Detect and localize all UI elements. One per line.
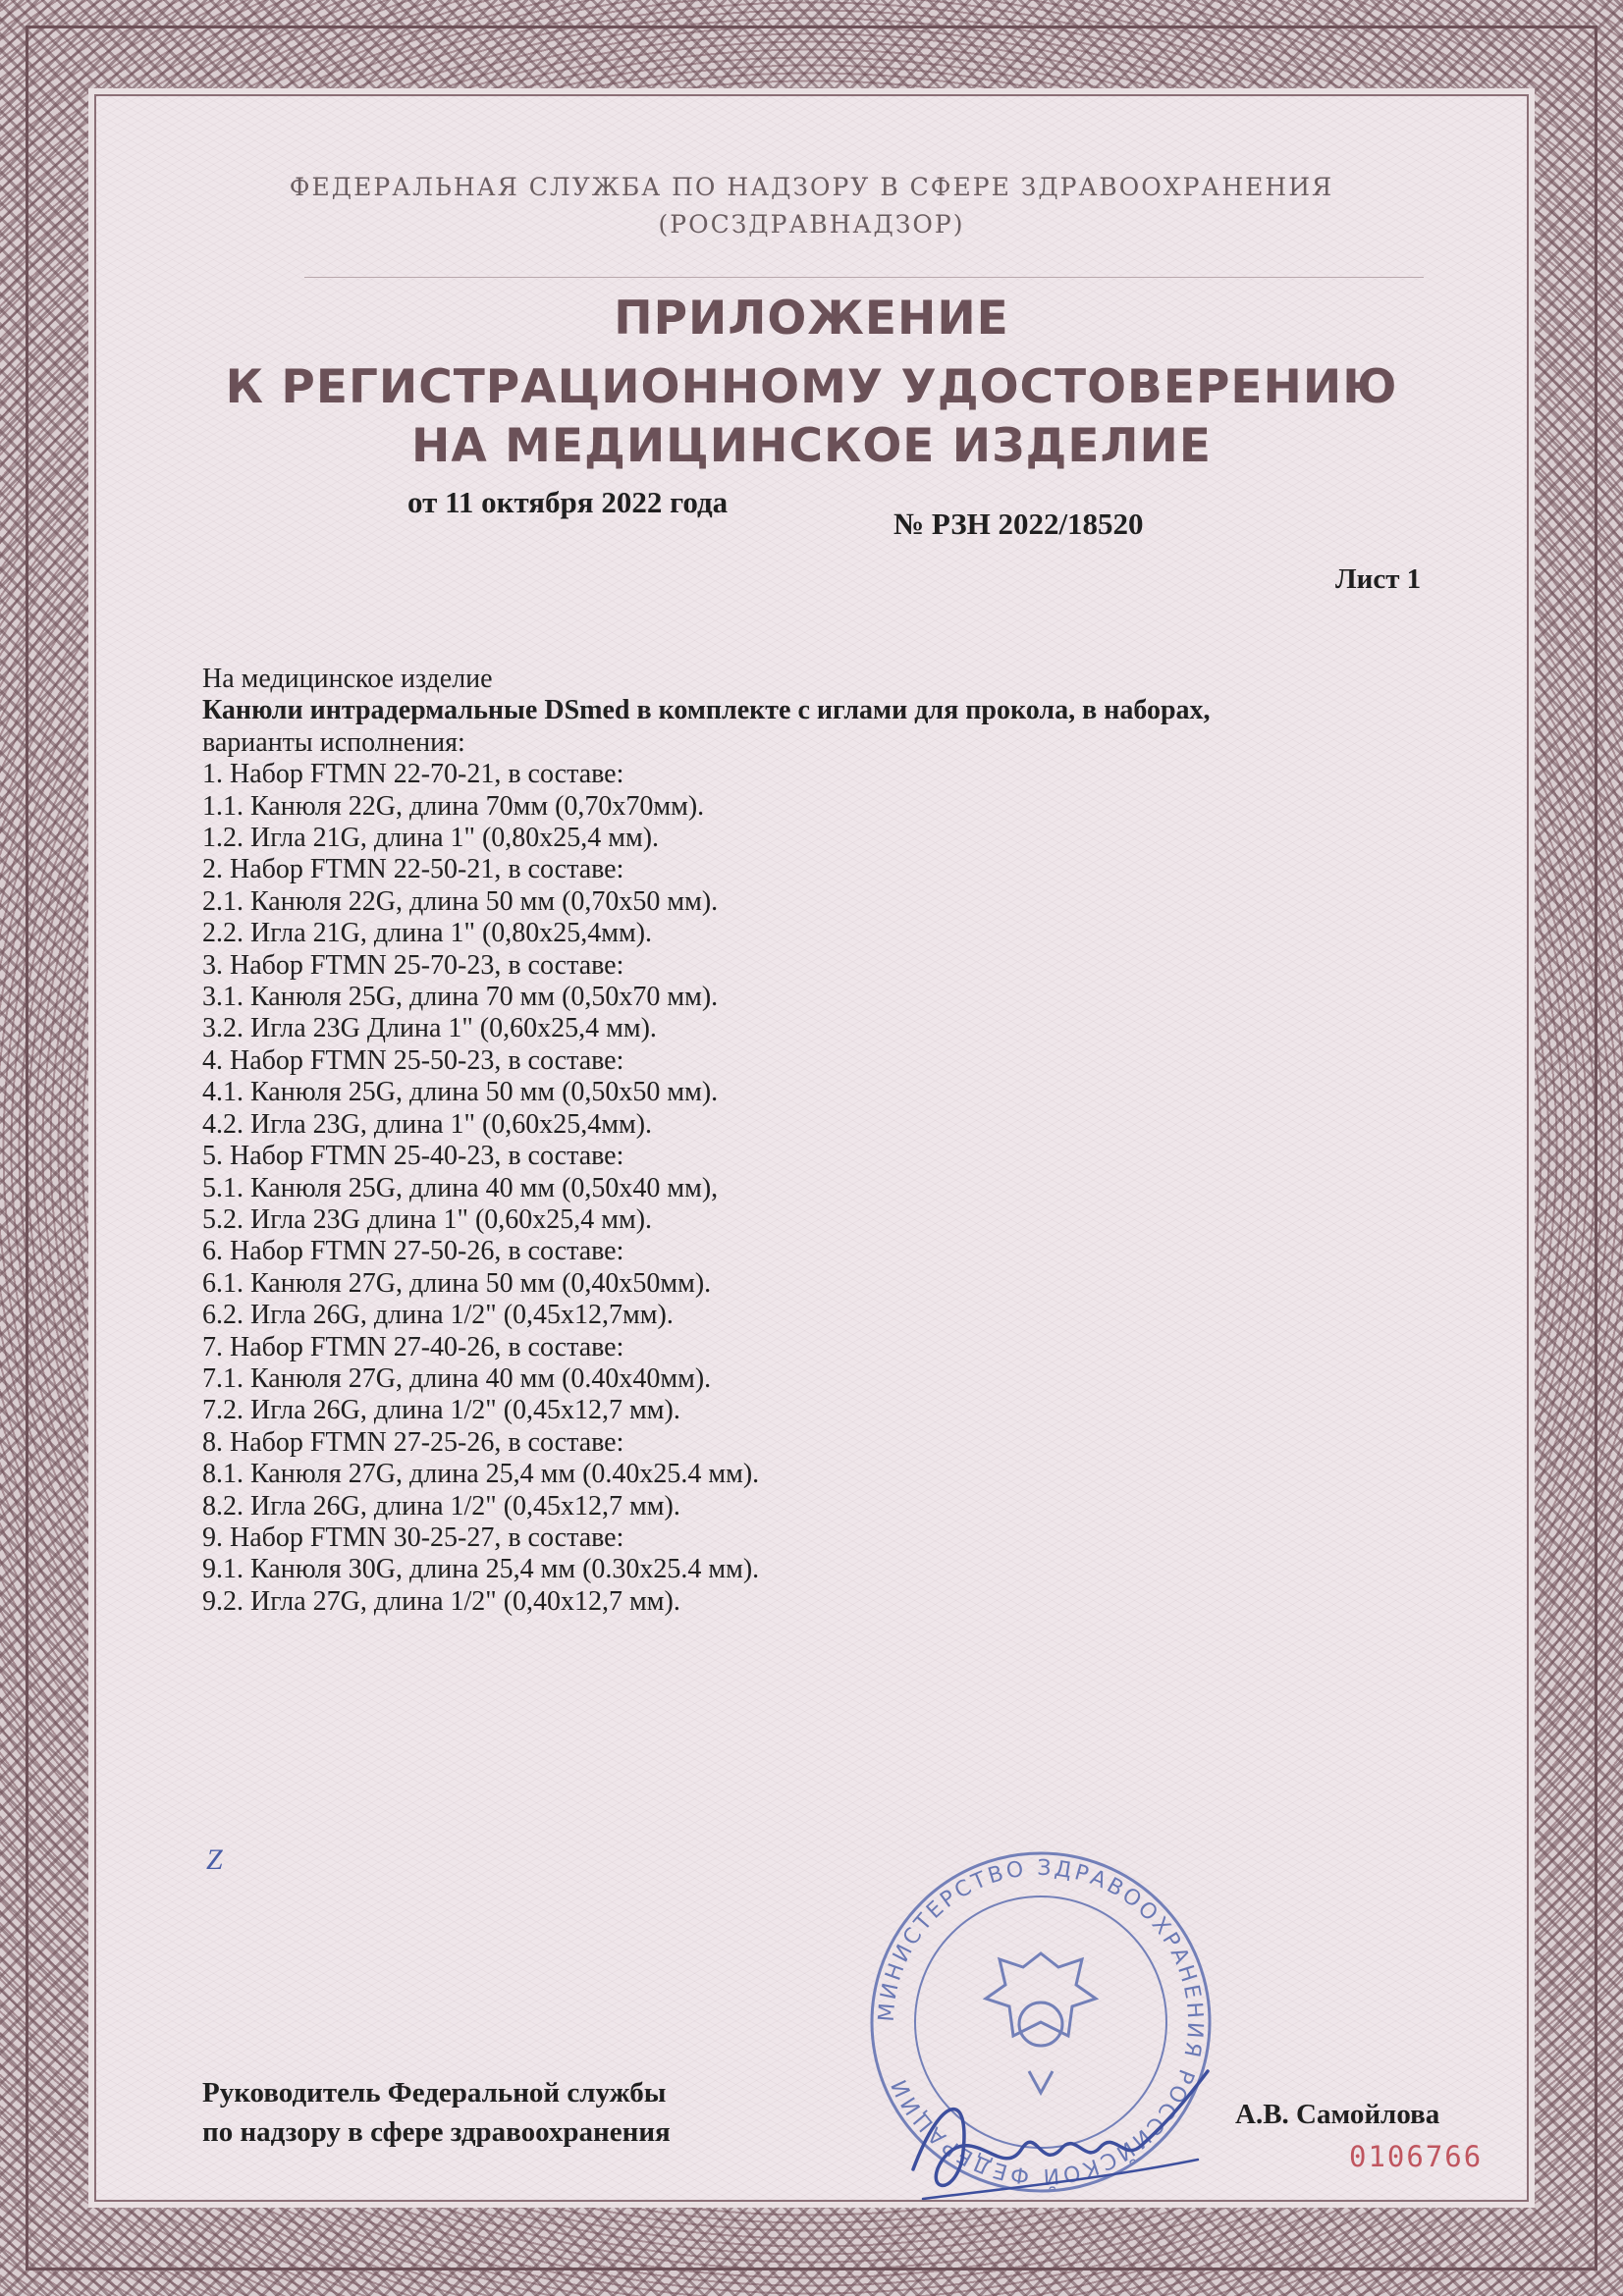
seal-text: МИНИСТЕРСТВО ЗДРАВООХРАНЕНИЯ РОССИЙСКОЙ ФЕДЕРАЦИИ — [874, 1855, 1208, 2189]
variant-line: 8.1. Канюля 27G, длина 25,4 мм (0.40x25.4 мм). — [202, 1459, 760, 1490]
variant-line: 4. Набор FTMN 25-50-23, в составе: — [202, 1044, 624, 1076]
signature — [884, 2052, 1217, 2209]
registration-number: № РЗН 2022/18520 — [893, 507, 1144, 541]
intro-text: На медицинское изделие — [202, 664, 493, 694]
document-title-line1: ПРИЛОЖЕНИЕ — [614, 292, 1009, 346]
signatory-title — [202, 2073, 671, 2152]
handwritten-mark: Z — [206, 1843, 223, 1876]
signatory-title-line1: Руководитель Федеральной службы — [202, 2077, 667, 2109]
document-body — [202, 664, 1479, 1618]
variant-line: 4.1. Канюля 25G, длина 50 мм (0,50x50 мм). — [202, 1077, 719, 1108]
variant-line: 1.1. Канюля 22G, длина 70мм (0,70x70мм). — [202, 790, 705, 822]
variant-line: 1.2. Игла 21G, длина 1" (0,80x25,4 мм). — [202, 823, 660, 854]
variant-line: 1. Набор FTMN 22-70-21, в составе: — [202, 759, 624, 790]
variant-line: 2. Набор FTMN 22-50-21, в составе: — [202, 854, 624, 885]
variant-line: 2.1. Канюля 22G, длина 50 мм (0,70x50 мм). — [202, 885, 719, 917]
variant-line: 7.1. Канюля 27G, длина 40 мм (0.40x40мм). — [202, 1362, 712, 1394]
variant-line: 8. Набор FTMN 27-25-26, в составе: — [202, 1426, 624, 1458]
serial-number: 0106766 — [1349, 2140, 1484, 2173]
document-title-line2: К РЕГИСТРАЦИОННОМУ УДОСТОВЕРЕНИЮ — [225, 360, 1398, 414]
signatory-name: А.В. Самойлова — [1235, 2099, 1440, 2130]
agency-name: ФЕДЕРАЛЬНАЯ СЛУЖБА ПО НАДЗОРУ В СФЕРЕ ЗДРАВООХРАНЕНИЯ — [289, 173, 1334, 201]
variants-list — [202, 759, 1479, 1618]
variant-line: 3. Набор FTMN 25-70-23, в составе: — [202, 949, 624, 981]
agency-abbreviation: (РОСЗДРАВНАДЗОР) — [658, 210, 965, 239]
variant-line: 9.2. Игла 27G, длина 1/2" (0,40x12,7 мм). — [202, 1585, 680, 1617]
variant-line: 3.2. Игла 23G Длина 1" (0,60x25,4 мм). — [202, 1013, 657, 1044]
variant-line: 6.1. Канюля 27G, длина 50 мм (0,40x50мм). — [202, 1267, 712, 1299]
document-title-line3: НА МЕДИЦИНСКОЕ ИЗДЕЛИЕ — [411, 419, 1212, 473]
variant-line: 3.1. Канюля 25G, длина 70 мм (0,50x70 мм). — [202, 982, 719, 1013]
variant-line: 2.2. Игла 21G, длина 1" (0,80x25,4мм). — [202, 918, 653, 949]
variant-line: 7. Набор FTMN 27-40-26, в составе: — [202, 1331, 624, 1362]
variant-line: 5. Набор FTMN 25-40-23, в составе: — [202, 1141, 624, 1172]
variant-line: 4.2. Игла 23G, длина 1" (0,60x25,4мм). — [202, 1108, 653, 1140]
issue-date: от 11 октября 2022 года — [407, 485, 729, 519]
variant-line: 9.1. Канюля 30G, длина 25,4 мм (0.30x25.4 мм). — [202, 1554, 760, 1585]
variant-line: 8.2. Игла 26G, длина 1/2" (0,45x12,7 мм). — [202, 1490, 680, 1522]
variant-line: 6. Набор FTMN 27-50-26, в составе: — [202, 1236, 624, 1267]
sheet-number: Лист 1 — [1335, 563, 1422, 595]
variant-line: 5.2. Игла 23G длина 1" (0,60x25,4 мм). — [202, 1203, 653, 1235]
product-name: Канюли интрадермальные DSmed в комплекте с иглами для прокола, в наборах, — [202, 695, 1211, 726]
header-divider — [304, 277, 1424, 278]
variant-line: 5.1. Канюля 25G, длина 40 мм (0,50x40 мм), — [202, 1172, 719, 1203]
signatory-title-line2: по надзору в сфере здравоохранения — [202, 2116, 671, 2148]
variant-line: 9. Набор FTMN 30-25-27, в составе: — [202, 1522, 624, 1553]
variant-line: 6.2. Игла 26G, длина 1/2" (0,45x12,7мм). — [202, 1300, 674, 1331]
variant-line: 7.2. Игла 26G, длина 1/2" (0,45x12,7 мм). — [202, 1395, 680, 1426]
variants-label: варианты исполнения: — [202, 726, 465, 758]
